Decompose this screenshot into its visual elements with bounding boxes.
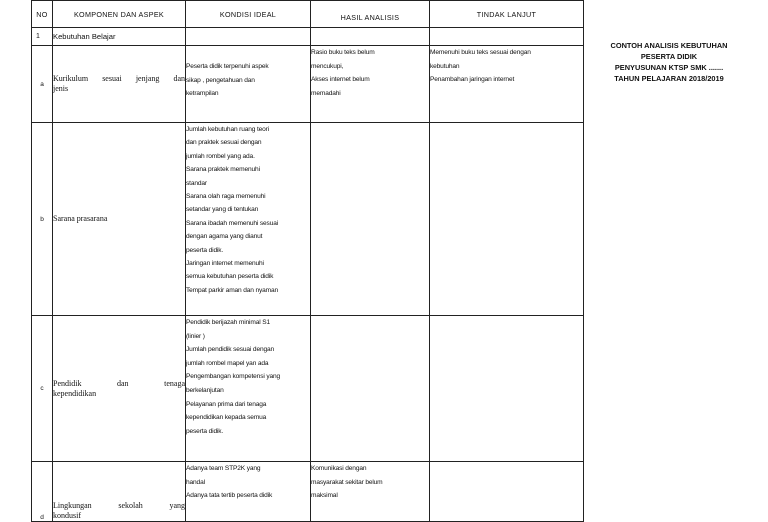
title-line: PESERTA DIDIK [640,52,698,61]
table-row [32,462,584,522]
ideal-line: Sarana olah raga memenuhi [186,193,266,201]
empty-cell [186,28,311,46]
needs-analysis-table [31,0,584,522]
section-label: Kebutuhan Belajar [53,28,186,46]
ideal-cell [186,123,311,316]
followup-cell [430,462,584,522]
followup-cell [430,123,584,316]
ideal-cell [186,316,311,462]
analysis-cell [311,462,430,522]
ideal-line: peserta didik. [186,246,224,254]
ideal-line: dan praktek sesuai dengan [186,139,262,147]
ideal-line: Sarana praktek memenuhi [186,166,260,174]
followup-line: Memenuhi buku teks sesuai dengan [430,49,531,56]
ideal-cell [186,46,311,123]
ideal-line: dengan agama yang dianut [186,233,263,241]
ideal-line: Sarana ibadah memenuhi sesuai [186,219,279,227]
ideal-line: berkelanjutan [186,386,224,394]
header-ideal: KONDISI IDEAL [186,1,311,28]
ideal-line: jumlah rombel mapel yan ada [186,359,269,367]
ideal-cell [186,462,311,522]
analysis-cell [311,123,430,316]
ideal-line: peserta didik. [186,427,224,435]
ideal-line: Adanya tata tertib peserta didik [186,492,273,500]
aspect-text: kondusif [53,511,81,520]
ideal-line: Pelayanan prima dari tenaga [186,400,267,408]
followup-line: Penambahan jaringan internet [430,76,515,84]
row-letter: d [32,462,53,522]
analysis-line: Komunikasi dengan [311,465,367,472]
analysis-cell [311,316,430,462]
analysis-line: masyarakat sekitar belum [311,478,383,486]
table-row [32,316,584,462]
ideal-line: Pengembangan kompetensi yang [186,373,281,381]
ideal-line: jumlah rombel yang ada. [186,152,255,160]
analysis-cell [311,46,430,123]
ideal-line: Pendidik berijazah minimal S1 [186,319,270,326]
ideal-line: standar [186,179,207,187]
section-number: 1 [32,28,53,46]
followup-line: kebutuhan [430,62,460,70]
header-no: NO [32,1,53,28]
followup-cell [430,46,584,123]
header-followup: TINDAK LANJUT [430,1,584,28]
followup-cell [430,316,584,462]
analysis-line: memadahi [311,89,341,97]
aspect-text: Pendidik dan tenaga [53,378,185,388]
row-letter: b [32,123,53,316]
aspect-text: Sarana prasarana [53,214,108,223]
title-line: CONTOH ANALISIS KEBUTUHAN [610,41,728,50]
aspect-cell [53,316,186,462]
analysis-line: Akses internet belum [311,76,370,84]
section-row [32,28,584,46]
ideal-line: handal [186,478,205,486]
title-line: TAHUN PELAJARAN 2018/2019 [614,74,724,83]
aspect-text: jenis [53,84,69,93]
ideal-line: Jumlah pendidik sesuai dengan [186,346,275,354]
ideal-line: Jaringan internet memenuhi [186,260,264,268]
aspect-text: kependidikan [53,388,97,398]
ideal-line: sikap , pengetahuan dan [186,76,255,84]
analysis-line: mencukupi, [311,62,344,70]
row-letter: c [32,316,53,462]
title-line: PENYUSUNAN KTSP SMK ....... [614,63,724,72]
header-row [32,1,584,28]
aspect-cell [53,46,186,123]
aspect-text: Kurikulum sesuai jenjang dan [53,74,185,83]
header-analysis: HASIL ANALISIS [311,1,430,28]
header-aspect: KOMPONEN DAN ASPEK [53,1,186,28]
aspect-cell [53,462,186,522]
ideal-line: setandar yang di tentukan [186,206,259,214]
analysis-line: Rasio buku teks belum [311,49,375,56]
ideal-line: Adanya team STP2K yang [186,465,261,472]
aspect-text: Lingkungan sekolah yang [53,501,185,510]
ideal-line: Peserta didik terpenuhi aspek [186,63,269,70]
ideal-line: (linier ) [186,332,205,340]
analysis-line: maksimal [311,492,338,500]
empty-cell [311,28,430,46]
table-row [32,46,584,123]
ideal-line: semua kebutuhan peserta didik [186,273,274,281]
ideal-line: Jumlah kebutuhan ruang teori [186,126,270,133]
document-title [594,40,744,84]
ideal-line: ketrampilan [186,90,219,98]
row-letter: a [32,46,53,123]
empty-cell [430,28,584,46]
table-row [32,123,584,316]
aspect-cell [53,123,186,316]
ideal-line: Tempat parkir aman dan nyaman [186,286,279,294]
ideal-line: kependidikan kepada semua [186,414,267,422]
